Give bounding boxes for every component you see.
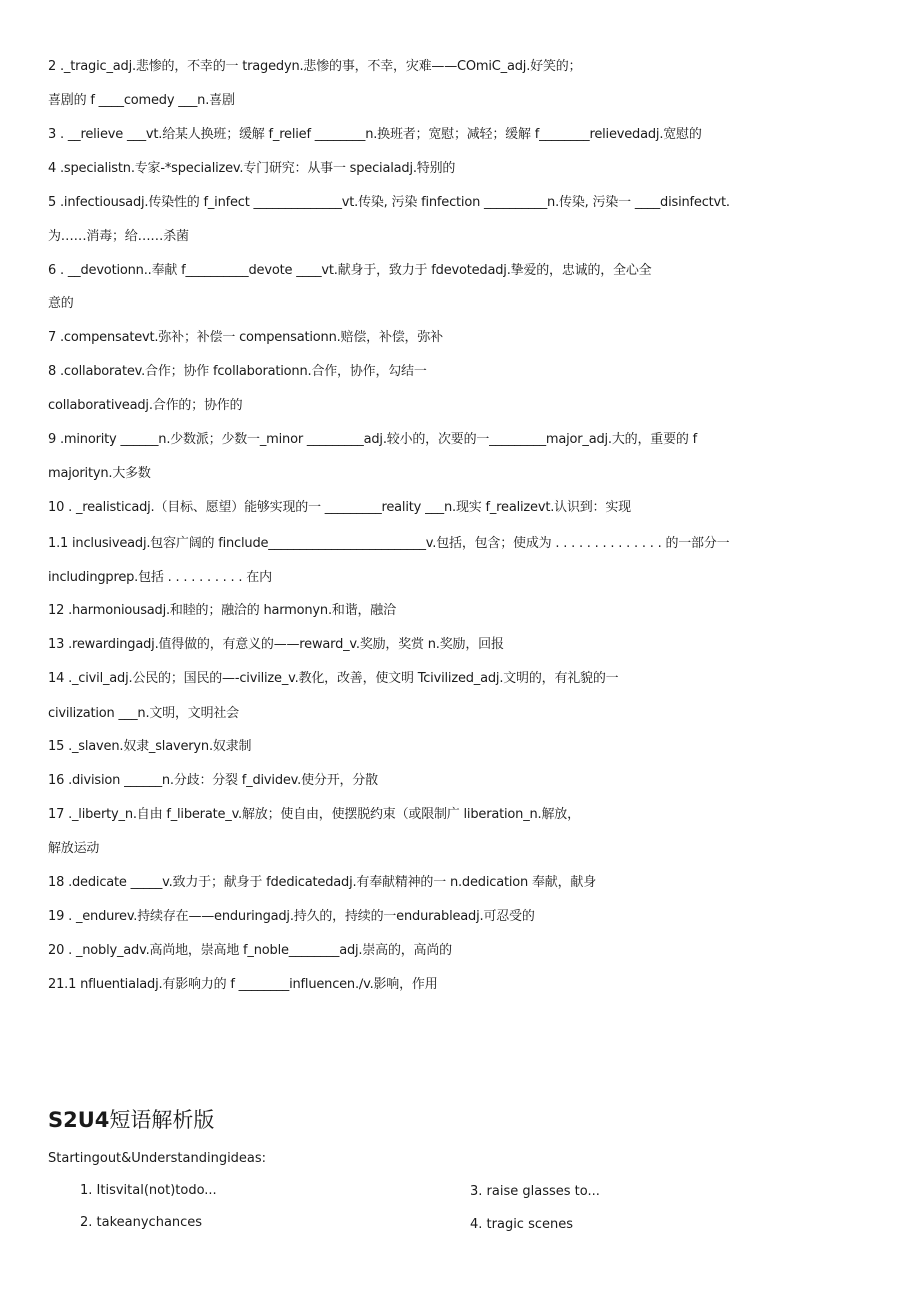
vocab-line-10: 10 . _realisticadj.（目标、愿望）能够实现的一 _________reality ___n.现实 f_realizevt.认识到：实现 [48,500,631,515]
vocab-line-21: 21.1 nfluentialadj.有影响力的 f ________influencen.∕v.影响，作用 [48,977,438,992]
vocab-line-9: 9 .minority ______n.少数派；少数一_minor _________adj.较小的，次要的一_________major_adj.大的，重要的 f [48,432,697,447]
vocab-line-14-cont: civilization ___n.文明，文明社会 [48,706,239,721]
vocab-line-11: 1.1 inclusiveadj.包容广阔的 finclude_________________________v.包括，包含；使成为 . . . . . . . . . . . . . . 的一部分一 [48,536,730,551]
vocab-line-15: 15 ._slaven.奴隶_slaveryn.奴隶制 [48,739,252,754]
vocab-line-2: 2 ._tragic_adj.悲惨的，不幸的一 tragedyn.悲惨的事，不幸，灾难——COmiC_adj.好笑的； [48,59,582,74]
vocab-line-5: 5 .infectiousadj.传染性的 f_infect ______________vt.传染, 污染 finfection __________n.传染, 污染一 ____disinfectvt. [48,195,730,210]
vocab-line-8-cont: collaborativeadj.合作的；协作的 [48,398,243,413]
vocab-line-12: 12 .harmoniousadj.和睦的；融洽的 harmonyn.和谐，融洽 [48,603,396,618]
vocab-line-4: 4 .specialistn.专家-*specializev.专门研究：从事一 specialadj.特别的 [48,161,456,176]
phrase-item-3: 3. raise glasses to... [470,1184,600,1199]
section-title-code: S2U4 [48,1108,110,1132]
phrase-item-2: 2. takeanychances [80,1215,203,1230]
vocab-line-13: 13 .rewardingadj.值得做的，有意义的——reward_v.奖励，奖赏 n.奖励，回报 [48,637,504,652]
vocab-line-2-cont: 喜剧的 f ____comedy ___n.喜剧 [48,93,235,108]
vocab-line-3: 3 . __relieve ___vt.给某人换班；缓解 f_relief ________n.换班者；宽慰；减轻；缓解 f________relievedadj.宽慰的 [48,127,702,142]
section-subheading: Startingout&Understandingideas: [48,1151,267,1166]
vocab-line-20: 20 . _nobly_adv.高尚地，崇高地 f_noble________adj.崇高的，高尚的 [48,943,452,958]
phrase-item-1: 1. Itisvital(not)todo... [80,1183,217,1198]
vocab-line-18: 18 .dedicate _____v.致力于；献身于 fdedicatedadj.有奉献精神的一 n.dedication 奉献，献身 [48,875,596,890]
vocab-line-8: 8 .collaboratev.合作；协作 fcollaborationn.合作，协作，勾结一 [48,364,427,379]
vocab-line-5-cont: 为……消毒；给……杀菌 [48,229,189,244]
phrase-item-4: 4. tragic scenes [470,1217,574,1232]
vocab-line-19: 19 . _endurev.持续存在——enduringadj.持久的，持续的一endurableadj.可忍受的 [48,909,535,924]
section-title-text: 短语解析版 [109,1108,215,1132]
vocab-line-6: 6 . __devotionn..奉献 f__________devote ____vt.献身于，致力于 fdevotedadj.挚爱的，忠诚的，全心全 [48,263,652,278]
vocab-line-14: 14 ._civil_adj.公民的；国民的—-civilize_v.教化，改善，使文明 Tcivilized_adj.文明的，有礼貌的一 [48,671,619,686]
vocab-line-9-cont: majorityn.大多数 [48,466,151,481]
vocab-line-6-cont: 意的 [48,296,74,311]
vocab-line-16: 16 .division ______n.分歧：分裂 f_dividev.使分开，分散 [48,773,378,788]
vocab-line-17-cont: 解放运动 [48,841,100,856]
vocab-line-11-cont: includingprep.包括 . . . . . . . . . . 在内 [48,570,272,585]
section-title [48,1106,214,1134]
vocab-line-7: 7 .compensatevt.弥补；补偿一 compensationn.赔偿，补偿，弥补 [48,330,443,345]
vocab-line-17: 17 ._liberty_n.自由 f_liberate_v.解放；使自由，使摆脱约束（或限制广 liberation_n.解放， [48,807,580,822]
